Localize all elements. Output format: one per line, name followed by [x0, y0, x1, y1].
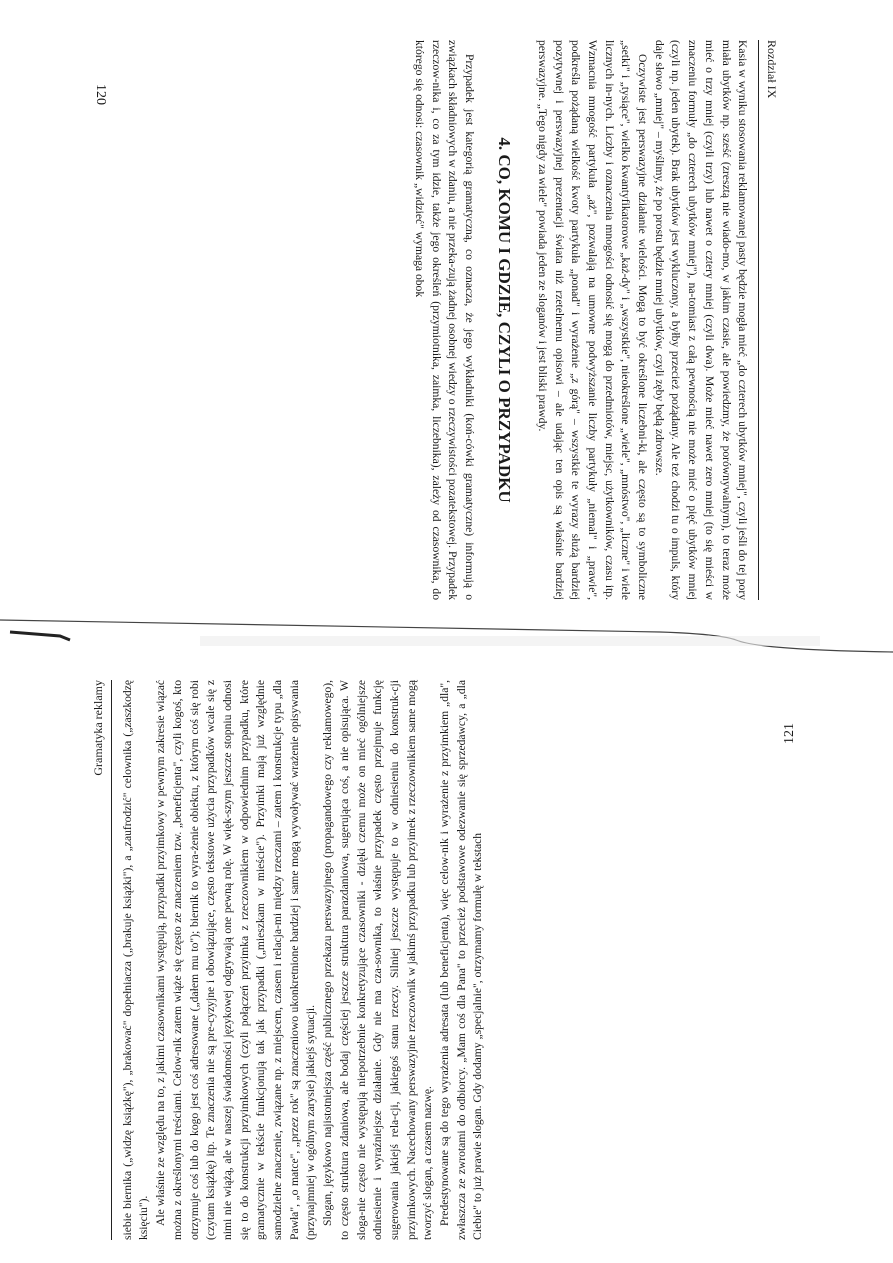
left-paragraph-3: Przypadek jest kategorią gramatyczną, co oznacza, że jego wykładniki (koń-cówki gramatyczne) informują o związkach składniowych w zdaniu, a nie przeka-zują żadnej osobnej wiedzy o rzeczywistości pozatekstowej. Przypadek rzeczow-nika i, co za tym idzie, także jego określeń (przymiotnika, zaimka, liczebnika), zależy od czasownika, do którego się odnosi: czasownik „widzieć" wymaga obok: [413, 40, 477, 600]
right-paragraph-2: Ale właśnie ze względu na to, z jakimi czasownikami występują, przypadki przyimkowy w pewnym zakresie wiązać można z określonymi treściami. Celow-nik zatem wiąże się często ze znaczeniem tzw. „beneficjenta", czyli kogoś, kto otrzymuje coś lub do kogo jest coś adresowane („dałem mu to"); biernik to wyra-żenie obiektu, z którym coś się robi (czytam książkę) itp. Te znaczenia nie są pre-cyzyjne i obowiązujące, często tekstowe użycia przypadków wcale się z nimi nie wiążą, ale w naszej świadomości językowej odgrywają one pewną rolę. W więk-szym jeszcze stopniu odnosi się to do konstrukcji przyimkowych (czyli połączeń przyimka z rzeczownikiem w odpowiednim przypadku, które gramatycznie w tekście funkcjonują tak jak przypadki („mieszkam w mieście"). Przyimki mają już względnie samodzielne znaczenie, związane np. z miejscem, czasem i relacja-mi między rzeczami – zatem i konstrukcje typu „dla Pawła", „o matce", „przez rok" są znaczeniowo ukonkretnione bardziej i same mogą wywoływać wrażenie opisywania (przynajmniej w ogólnym zarysie) jakiejś sytuacji.: [154, 680, 318, 1240]
right-page: [0, 640, 893, 1263]
right-header-rule: [111, 680, 112, 1240]
right-running-head: Gramatyka reklamy: [91, 680, 105, 776]
left-paragraph-2: Oczywiste jest perswazyjne działanie wielości. Mogą to być określone liczebni-ki, ale często są to symboliczne „setki" i „tysiące", wielko kwantyfikatorowe „każ-dy" i „wszystkie", nieokreślone „wiele", „mnóstwo", „liczne" i wiele licznych in-nych. Liczby i oznaczenia mnogości odnosić się mogą do przedmiotów, miejsc, użytkowników, czasu itp. Wzmacnia mnogość partykuła „aż", pozwalają na umowne podwyższanie liczby partykuły „niemal" i „prawie", podkreśla pożądaną wielkość kwoty partykuła „ponad" i wyrażenie „z górą" – wszystkie te wyrazy służą bardziej pozytywnej i perswazyjnej prezentacji świata niż rzetelnemu opisowi – ale udając ten opis są właśnie bardziej perswazyjne. „Tego nigdy za wiele" powiada jeden ze sloganów i jest bliski prawdy.: [535, 40, 650, 600]
left-running-head-row: [763, 40, 780, 600]
right-running-head-row: [90, 680, 107, 1240]
right-page-number: 121: [782, 723, 797, 744]
right-page-content: [90, 680, 487, 1240]
right-paragraph-1: siebie biernika („widzę książkę"), „brakować" dopełniacza („brakuje książki"), a „zaufrodzić" celownika („zaszkodzę księciu").: [120, 680, 151, 1240]
right-paragraph-3: Slogan, językowo najistotniejsza część publicznego przekazu perswazyjnego (propagandowego czy reklamowego), to często struktura zdaniowa, ale bodaj częściej jeszcze struktura parazdaniowa, sugerująca coś, a nie opisująca. W sloga-nie często nie występują niepotrzebnie konkretyzujące czasowniki - dzięki czemu może on mieć ogólniejsze odniesienie i wyraźniejsze działanie. Gdy nie ma cza-sownika, to właśnie przypadek często przejmuje funkcję sugerowania jakiejś rela-cji, jakiegoś stanu rzeczy. Silniej jeszcze występuje to w odniesieniu do konstruk-cji przyimkowych. Nacechowany perswazyjnie rzeczownik w jakimś przypadku lub przyimek z rzeczownikiem same mogą tworzyć slogan, a czasem nazwę.: [321, 680, 435, 1240]
right-paragraph-4: Predestynowane są do tego wyrażenia adresata (lub beneficjenta), więc celow-nik i wyrażenie z przyimkiem „dla", zwłaszcza ze zwrotami do odbiorcy. „Mam coś dla Pana" to przecież podstawowe odezwanie się sprzedawcy, a „dla Ciebie" to już prawie slogan. Gdy dodamy „specjalnie", otrzymamy formułę w tekstach: [438, 680, 485, 1240]
left-running-head: Rozdział IX: [765, 40, 779, 99]
section-heading: 4. CO, KOMU I GDZIE, CZYLI O PRZYPADKU: [495, 137, 515, 503]
left-header-rule: [758, 40, 759, 600]
left-page-number: 120: [93, 84, 108, 105]
left-page-content: [410, 40, 780, 600]
left-paragraph-1: Kasia w wyniku stosowania reklamowanej pasty będzie mogła mieć „do czterech ubytków mniej", czyli jeśli do tej pory miała ubytków np. sześć (zresztą nie wiado-mo, w jakim czasie, ale powiedzmy, że porównywalnym), to teraz może mieć o trzy mniej (czyli trzy) lub nawet o cztery mniej (czyli dwa). Może mieć nawet zero mniej (to się mieści w znaczeniu formuły „do czterech ubytków mniej"), na-tomiast z całą pewnością nie może mieć o pięć ubytków mniej (czyli np. jeden ubytek). Brak ubytków jest wykluczony, a byłby przecież pożądany. Ale też chodzi tu o impuls, który daje słowo „mniej" – myślimy, że po prostu będzie mniej ubytków, czyli zęby będą zdrowsze.: [652, 40, 750, 600]
